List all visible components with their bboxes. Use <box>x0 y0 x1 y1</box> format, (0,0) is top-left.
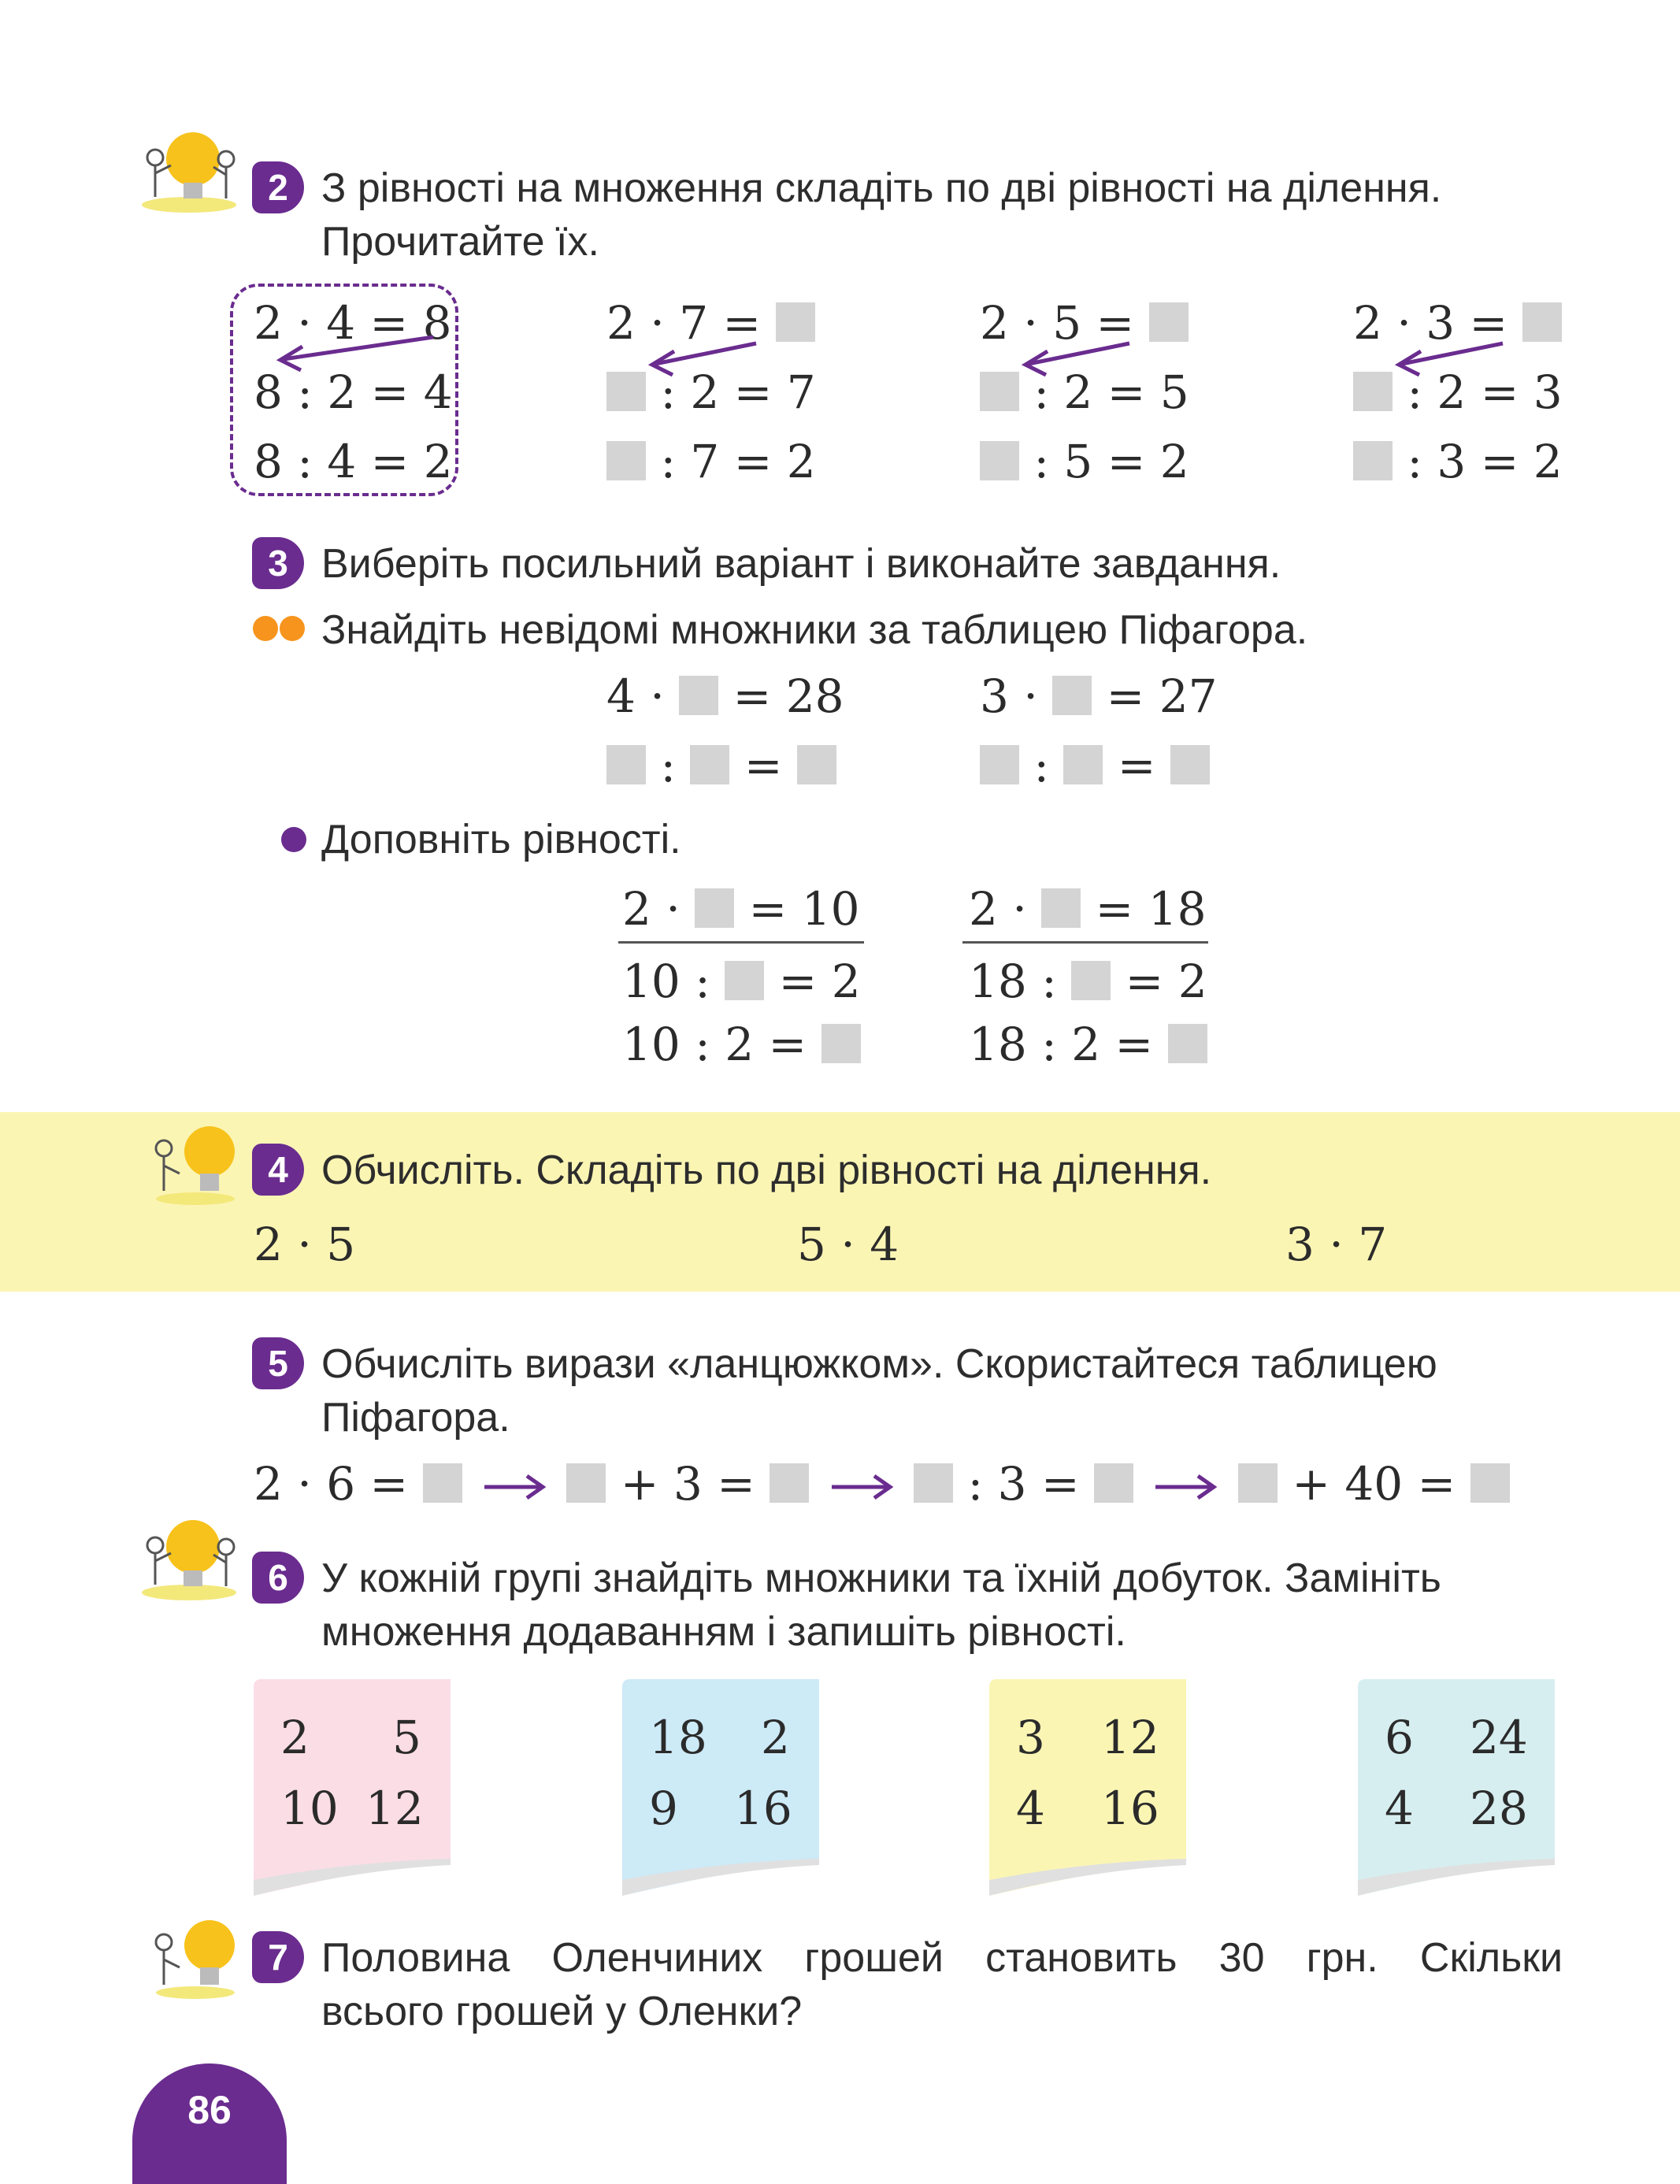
divider-line <box>962 941 1208 944</box>
group2-mid: : 2 = 5 <box>980 365 1189 419</box>
group1-mid: : 2 = 7 <box>606 365 816 419</box>
variant-b-bot-1: 10 : 2 = <box>622 1018 861 1071</box>
arrow-icon <box>268 331 441 370</box>
answer-box[interactable] <box>1353 441 1393 480</box>
group3-bot: : 3 = 2 <box>1353 435 1563 488</box>
task6-line1: У кожній групі знайдіть множники та їхній добуток. Замініть <box>321 1555 1441 1601</box>
page-number: 86 <box>132 2063 287 2184</box>
group3-top: 2 · 3 = <box>1353 296 1562 350</box>
task-number-badge: 7 <box>252 1931 304 1983</box>
answer-box[interactable] <box>1168 1024 1207 1063</box>
task7-line1: Половина Оленчиних грошей становить 30 грн. Скільки <box>321 1935 1563 1981</box>
card-number: 12 <box>1101 1711 1159 1764</box>
two-dots-icon <box>252 614 307 643</box>
answer-box[interactable] <box>606 745 646 784</box>
answer-box[interactable] <box>606 441 646 480</box>
card-number: 28 <box>1470 1782 1528 1835</box>
group2-bot: : 5 = 2 <box>980 435 1189 488</box>
task-number-badge: 3 <box>252 537 304 589</box>
variant-b-top-2: 2 · = 18 <box>969 882 1207 936</box>
card-number: 2 <box>761 1711 790 1764</box>
task3-text: Виберіть посильний варіант і виконайте завдання. <box>321 541 1281 587</box>
task7-line2: всього грошей у Оленки? <box>321 1989 803 2034</box>
answer-box[interactable] <box>821 1024 861 1063</box>
answer-box[interactable] <box>1170 745 1210 784</box>
task-number-badge: 6 <box>252 1552 304 1604</box>
card-number: 3 <box>1016 1711 1045 1764</box>
card-number: 16 <box>1101 1782 1159 1835</box>
answer-box[interactable] <box>1071 961 1111 1000</box>
variant-a-eq-2: 3 · = 27 <box>980 669 1218 723</box>
task4-text: Обчисліть. Складіть по дві рівності на ділення. <box>321 1148 1212 1193</box>
group1-bot: : 7 = 2 <box>606 435 816 488</box>
card-number: 4 <box>1016 1782 1045 1835</box>
task4-expr-3: 3 · 7 <box>1285 1218 1388 1271</box>
task5-line2: Піфагора. <box>321 1395 510 1441</box>
card-number: 16 <box>734 1782 792 1835</box>
variant-a-div-1: : = <box>606 739 836 792</box>
arrow-icon <box>1019 337 1137 376</box>
answer-box[interactable] <box>770 1463 809 1503</box>
card-number: 4 <box>1385 1782 1414 1835</box>
answer-box[interactable] <box>914 1463 953 1503</box>
answer-box[interactable] <box>980 372 1019 411</box>
answer-box[interactable] <box>1238 1463 1278 1503</box>
task4-expr-1: 2 · 5 <box>254 1218 356 1271</box>
variant-b-text: Доповніть рівності. <box>321 817 681 862</box>
card-number: 18 <box>649 1711 707 1764</box>
card-number: 6 <box>1385 1711 1414 1764</box>
group1-top: 2 · 7 = <box>606 296 815 350</box>
example-eq-3: 8 : 4 = 2 <box>254 435 453 488</box>
task2-line2: Прочитайте їх. <box>321 219 599 265</box>
card-number: 12 <box>365 1782 424 1835</box>
right-arrow-icon <box>829 1471 895 1503</box>
card-number: 5 <box>392 1711 421 1764</box>
answer-box[interactable] <box>1470 1463 1510 1503</box>
task-number-badge: 5 <box>252 1337 304 1389</box>
variant-a-text: Знайдіть невідомі множники за таблицею Піфагора. <box>321 607 1308 653</box>
task4-expr-2: 5 · 4 <box>797 1218 899 1271</box>
answer-box[interactable] <box>980 441 1019 480</box>
card-number: 10 <box>280 1782 339 1835</box>
arrow-icon <box>1393 337 1511 376</box>
variant-b-mid-2: 18 : = 2 <box>969 955 1207 1008</box>
answer-box[interactable] <box>1149 302 1189 342</box>
card-number: 9 <box>649 1782 678 1835</box>
answer-box[interactable] <box>1353 372 1393 411</box>
dot-icon <box>280 825 308 854</box>
answer-box[interactable] <box>725 961 764 1000</box>
card-number: 2 <box>280 1711 310 1764</box>
task-number-badge: 4 <box>252 1144 304 1196</box>
right-arrow-icon <box>481 1471 547 1503</box>
answer-box[interactable] <box>980 745 1019 784</box>
example-eq-1: 2 · 4 = 8 <box>254 296 452 350</box>
lightbulb-pair-icon <box>138 1514 240 1604</box>
lightbulb-pair-icon <box>138 126 240 217</box>
answer-box[interactable] <box>1094 1463 1133 1503</box>
answer-box[interactable] <box>566 1463 606 1503</box>
number-card <box>1358 1679 1555 1876</box>
example-eq-2: 8 : 2 = 4 <box>254 365 453 419</box>
number-card <box>254 1679 451 1876</box>
group3-mid: : 2 = 3 <box>1353 365 1563 419</box>
answer-box[interactable] <box>423 1463 462 1503</box>
variant-a-div-2: : = <box>980 739 1210 792</box>
answer-box[interactable] <box>690 745 729 784</box>
card-number: 24 <box>1470 1711 1528 1764</box>
right-arrow-icon <box>1152 1471 1218 1503</box>
number-card <box>622 1679 819 1876</box>
variant-b-top-1: 2 · = 10 <box>622 882 860 936</box>
divider-line <box>618 941 864 944</box>
variant-b-bot-2: 18 : 2 = <box>969 1018 1207 1071</box>
variant-b-mid-1: 10 : = 2 <box>622 955 861 1008</box>
task6-line2: множення додаванням і запишіть рівності. <box>321 1609 1126 1655</box>
answer-box[interactable] <box>679 676 718 715</box>
arrow-icon <box>646 337 764 376</box>
answer-box[interactable] <box>1041 888 1081 928</box>
answer-box[interactable] <box>1522 302 1562 342</box>
chain-expression: 2 · 6 = + 3 = : 3 = + 40 = <box>254 1457 1510 1511</box>
group2-top: 2 · 5 = <box>980 296 1189 350</box>
answer-box[interactable] <box>695 888 734 928</box>
task-number-badge: 2 <box>252 161 304 213</box>
lightbulb-person-icon <box>140 1912 243 2003</box>
variant-a-eq-1: 4 · = 28 <box>606 669 844 723</box>
answer-box[interactable] <box>1052 676 1092 715</box>
answer-box[interactable] <box>606 372 646 411</box>
task5-line1: Обчисліть вирази «ланцюжком». Скористайтеся таблицею <box>321 1341 1437 1387</box>
answer-box[interactable] <box>1063 745 1103 784</box>
answer-box[interactable] <box>776 302 815 342</box>
task2-line1: З рівності на множення складіть по дві рівності на ділення. <box>321 165 1442 211</box>
lightbulb-person-icon <box>140 1118 243 1209</box>
number-card <box>989 1679 1186 1876</box>
answer-box[interactable] <box>797 745 836 784</box>
